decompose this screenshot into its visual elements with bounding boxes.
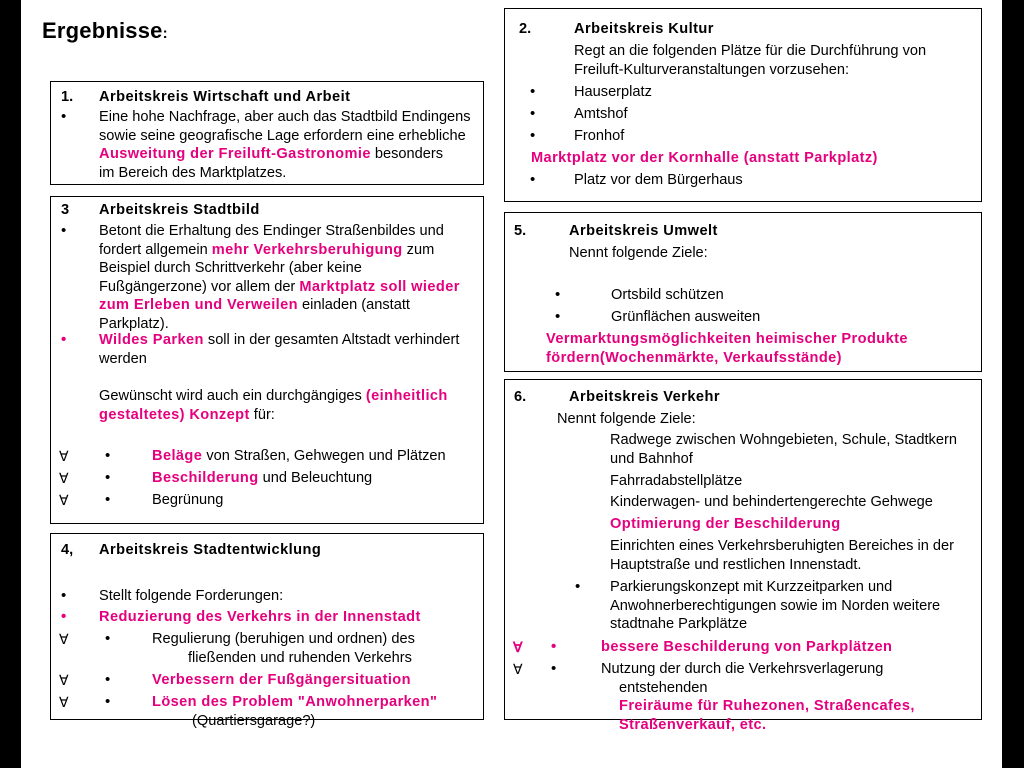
box4-bullet-icon-2: • bbox=[61, 608, 67, 625]
box5-bullet-icon-1: • bbox=[555, 286, 561, 303]
box3-item-bullet-icon-1: • bbox=[105, 447, 111, 464]
box2-intro-line-2: Freiluft-Kulturveranstaltungen vorzusehen: bbox=[574, 61, 849, 78]
box3-p3-line-1 bbox=[99, 387, 448, 406]
box1-number: 1. bbox=[61, 89, 74, 105]
box2-bullet-icon-3: • bbox=[530, 127, 536, 144]
box4-item-bullet-icon-1: • bbox=[105, 630, 111, 647]
box4-item-3-highlight: Lösen des Problem "Anwohnerparken" bbox=[152, 694, 438, 710]
box3-paragraph-3 bbox=[99, 387, 448, 424]
box3-p2-line-1 bbox=[99, 331, 459, 350]
box4-item-3-line-2: (Quartiersgarage?) bbox=[192, 712, 316, 729]
box1-heading: Arbeitskreis Wirtschaft und Arbeit bbox=[99, 89, 351, 105]
box5-highlight-line-2: fördern(Wochenmärkte, Verkaufsstände) bbox=[546, 349, 842, 366]
box5-number: 5. bbox=[514, 223, 527, 239]
box1-body-line-3-rest: besonders bbox=[370, 146, 444, 162]
box6-bullet-icon-2: • bbox=[551, 638, 557, 655]
box2-bullet-icon-2: • bbox=[530, 105, 536, 122]
box3-p1-hl-3: zum Erleben und Verweilen bbox=[99, 297, 298, 313]
box3-p3-hl-2: gestaltetes) Konzept bbox=[99, 406, 250, 423]
box2-item-4: Platz vor dem Bürgerhaus bbox=[574, 172, 743, 188]
box6-item-6-line-3: stadtnahe Parkplätze bbox=[610, 616, 748, 632]
box6-item-8-line-1: Nutzung der durch die Verkehrsverlagerung bbox=[601, 661, 884, 677]
box6-item-6-line-2: Anwohnerberechtigungen sowie im Norden weitere bbox=[610, 597, 941, 614]
box4-line-2-highlight: Reduzierung des Verkehrs in der Innenstadt bbox=[99, 609, 421, 625]
box3-number: 3 bbox=[61, 202, 70, 218]
box3-p1-line-6: Parkplatz). bbox=[99, 315, 169, 332]
forall-icon: ∀ bbox=[513, 661, 523, 677]
box3-p1-line-4 bbox=[99, 278, 460, 297]
box2-heading: Arbeitskreis Kultur bbox=[574, 21, 714, 37]
box4-item-3 bbox=[152, 693, 437, 730]
box6-item-5 bbox=[610, 537, 954, 574]
box3-p1-line-2 bbox=[99, 241, 460, 260]
box3-p2-hl: Wildes Parken bbox=[99, 332, 204, 348]
box3-p3-l1a: Gewünscht wird auch ein durchgängiges bbox=[99, 388, 366, 404]
box4-item-2-highlight: Verbessern der Fußgängersituation bbox=[152, 672, 411, 688]
box3-p1-l2a: fordert allgemein bbox=[99, 241, 212, 258]
box6-number: 6. bbox=[514, 389, 527, 405]
page-title-colon: : bbox=[162, 25, 168, 42]
box3-item-1 bbox=[152, 447, 446, 466]
box4-item-bullet-icon-2: • bbox=[105, 671, 111, 688]
box1-body bbox=[99, 108, 471, 182]
box1-body-line-1: Eine hohe Nachfrage, aber auch das Stadtbild Endingens bbox=[99, 109, 471, 125]
box5-heading: Arbeitskreis Umwelt bbox=[569, 223, 718, 239]
box3-p3-line-2 bbox=[99, 406, 448, 425]
forall-icon: ∀ bbox=[59, 672, 69, 688]
box3-p1-l4a: Fußgängerzone) vor allem der bbox=[99, 278, 300, 295]
box1-body-line-4: im Bereich des Marktplatzes. bbox=[99, 164, 287, 181]
box6-intro: Nennt folgende Ziele: bbox=[557, 411, 696, 427]
box3-p1-l5b: einladen (anstatt bbox=[297, 297, 410, 313]
box6-heading: Arbeitskreis Verkehr bbox=[569, 389, 720, 405]
box2-bullet-icon-4: • bbox=[530, 171, 536, 188]
box3-paragraph-2 bbox=[99, 331, 459, 368]
box3-item-bullet-icon-3: • bbox=[105, 491, 111, 508]
box6-item-5-line-1: Einrichten eines Verkehrsberuhigten Bereiches in der bbox=[610, 538, 954, 554]
box6-item-3: Kinderwagen- und behindertengerechte Gehwege bbox=[610, 494, 933, 510]
box3-p1-hl-2: Marktplatz soll wieder bbox=[299, 278, 460, 295]
box2-intro-line-1: Regt an die folgenden Plätze für die Durchführung von bbox=[574, 43, 927, 59]
box5-bullet-icon-2: • bbox=[555, 308, 561, 325]
box1-highlight: Ausweitung der Freiluft-Gastronomie bbox=[99, 146, 371, 162]
forall-icon: ∀ bbox=[59, 694, 69, 710]
forall-icon: ∀ bbox=[513, 639, 523, 655]
box5-highlight-block bbox=[546, 330, 908, 367]
box2-intro bbox=[574, 42, 926, 79]
box6-item-1-line-2: und Bahnhof bbox=[610, 450, 693, 467]
box6-item-1 bbox=[610, 431, 957, 468]
box2-item-2: Amtshof bbox=[574, 106, 628, 122]
box4-bullet-icon-1: • bbox=[61, 587, 67, 604]
section-box-stadtentwicklung bbox=[50, 533, 484, 729]
box5-item-1: Ortsbild schützen bbox=[611, 287, 724, 303]
forall-icon: ∀ bbox=[59, 448, 69, 464]
box2-highlight-line: Marktplatz vor der Kornhalle (anstatt Parkplatz) bbox=[531, 150, 878, 166]
box2-bullet-icon-1: • bbox=[530, 83, 536, 100]
box3-bullet-icon-1: • bbox=[61, 222, 67, 239]
box3-heading: Arbeitskreis Stadtbild bbox=[99, 202, 260, 218]
box4-item-1-line-2: fließenden und ruhenden Verkehrs bbox=[188, 649, 412, 666]
section-box-stadtbild bbox=[50, 196, 484, 524]
box4-line-1: Stellt folgende Forderungen: bbox=[99, 588, 284, 604]
box3-item-3-rest: Begrünung bbox=[152, 492, 224, 508]
box6-item-8-line-4: Straßenverkauf, etc. bbox=[619, 716, 767, 733]
box3-item-1-highlight: Beläge bbox=[152, 448, 203, 464]
forall-icon: ∀ bbox=[59, 631, 69, 647]
box6-item-6-line-1: Parkierungskonzept mit Kurzzeitparken und bbox=[610, 579, 893, 595]
box3-bullet-icon-2: • bbox=[61, 331, 67, 348]
box2-number: 2. bbox=[519, 21, 532, 37]
box6-item-2: Fahrradabstellplätze bbox=[610, 473, 743, 489]
box3-item-2-highlight: Beschilderung bbox=[152, 470, 259, 486]
box3-p1-line-1: Betont die Erhaltung des Endinger Straßenbildes und bbox=[99, 223, 444, 239]
box3-p1-line-5 bbox=[99, 296, 460, 315]
page-title bbox=[42, 18, 168, 44]
section-box-kultur bbox=[504, 8, 982, 202]
box3-p3-hl-1: (einheitlich bbox=[365, 388, 448, 404]
box6-item-8 bbox=[601, 660, 915, 734]
box3-p2-line-2: werden bbox=[99, 350, 147, 367]
box3-p1-l2b: zum bbox=[402, 241, 435, 258]
box6-bullet-icon-3: • bbox=[551, 660, 557, 677]
section-box-umwelt bbox=[504, 212, 982, 372]
box3-p3-l2b: für: bbox=[249, 406, 275, 423]
box4-item-1 bbox=[152, 630, 415, 667]
forall-icon: ∀ bbox=[59, 470, 69, 486]
box3-item-1-rest: von Straßen, Gehwegen und Plätzen bbox=[202, 448, 446, 464]
box6-item-7-highlight: bessere Beschilderung von Parkplätzen bbox=[601, 639, 893, 655]
box3-paragraph-1 bbox=[99, 222, 460, 333]
box2-item-3: Fronhof bbox=[574, 128, 625, 144]
box3-item-2 bbox=[152, 469, 372, 488]
box5-highlight-line-1: Vermarktungsmöglichkeiten heimischer Produkte bbox=[546, 331, 908, 347]
box3-item-2-rest: und Beleuchtung bbox=[258, 470, 373, 486]
box6-bullet-icon-1: • bbox=[575, 578, 581, 595]
box3-p1-line-3: Beispiel durch Schrittverkehr (aber keine bbox=[99, 260, 362, 276]
forall-icon: ∀ bbox=[59, 492, 69, 508]
box3-p1-hl-1: mehr Verkehrsberuhigung bbox=[211, 241, 403, 258]
box3-item-bullet-icon-2: • bbox=[105, 469, 111, 486]
left-edge-bar bbox=[0, 0, 21, 768]
box1-body-line-3 bbox=[99, 145, 471, 164]
box1-body-line-2: sowie seine geografische Lage erfordern eine erhebliche bbox=[99, 127, 466, 144]
section-box-wirtschaft-und-arbeit bbox=[50, 81, 484, 185]
box4-number: 4, bbox=[61, 542, 74, 558]
box3-item-3 bbox=[152, 491, 223, 510]
right-edge-bar bbox=[1002, 0, 1024, 768]
box6-item-4-highlight: Optimierung der Beschilderung bbox=[610, 516, 841, 532]
box4-item-1-line-1: Regulierung (beruhigen und ordnen) des bbox=[152, 631, 415, 647]
box1-bullet-icon: • bbox=[61, 108, 67, 125]
box6-item-5-line-2: Hauptstraße und restlichen Innenstadt. bbox=[610, 556, 862, 573]
box3-p2-rest: soll in der gesamten Altstadt verhindert bbox=[203, 332, 460, 348]
box6-item-8-line-2: entstehenden bbox=[619, 679, 708, 696]
box5-item-2: Grünflächen ausweiten bbox=[611, 309, 761, 325]
box4-item-bullet-icon-3: • bbox=[105, 693, 111, 710]
box6-item-8-line-3: Freiräume für Ruhezonen, Straßencafes, bbox=[619, 698, 915, 714]
section-box-verkehr bbox=[504, 379, 982, 733]
box5-intro: Nennt folgende Ziele: bbox=[569, 245, 708, 261]
box2-item-1: Hauserplatz bbox=[574, 84, 652, 100]
box6-item-6 bbox=[610, 578, 940, 634]
box6-item-1-line-1: Radwege zwischen Wohngebieten, Schule, Stadtkern bbox=[610, 432, 957, 448]
box4-heading: Arbeitskreis Stadtentwicklung bbox=[99, 542, 322, 558]
page-title-text: Ergebnisse bbox=[42, 18, 163, 43]
